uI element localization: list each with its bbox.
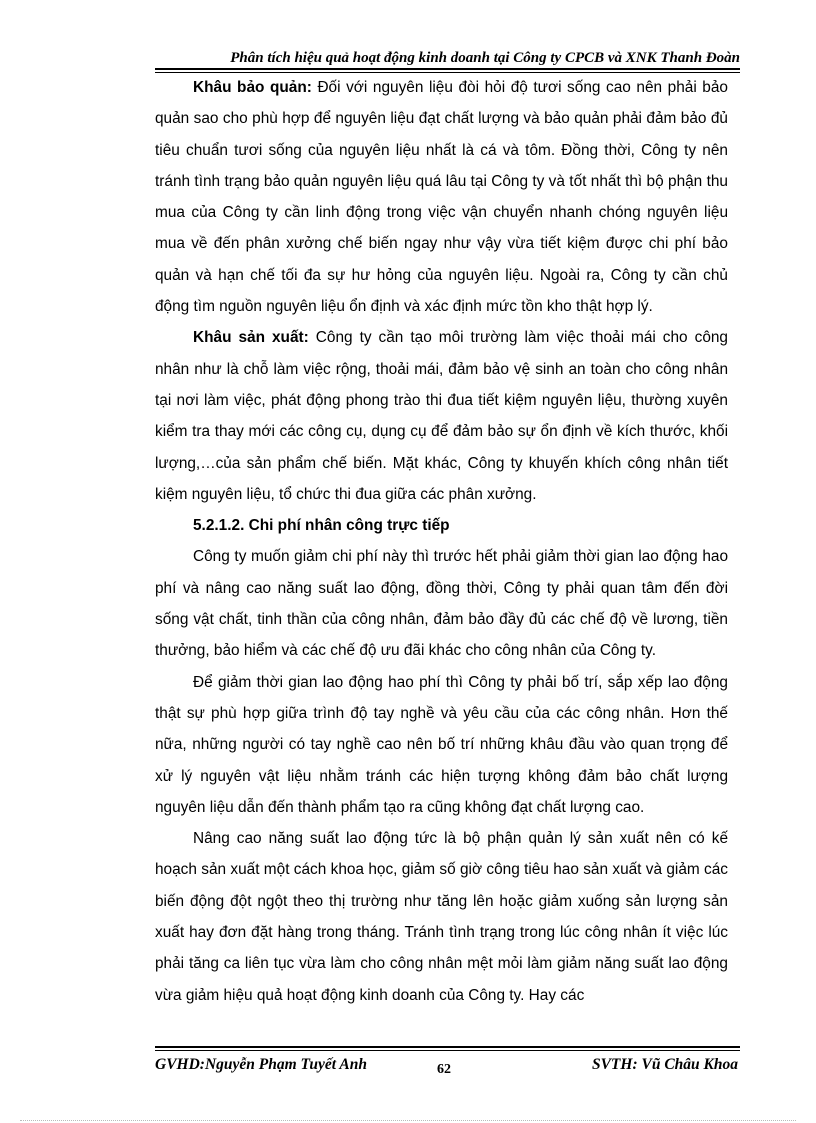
page-edge [20,1120,796,1121]
footer-instructor: GVHD:Nguyễn Phạm Tuyết Anh [155,1056,367,1073]
paragraph-text: Nâng cao năng suất lao động tức là bộ phận quản lý sản xuất nên có kế hoạch sản xuất một cách khoa học, giảm số giờ công tiêu hao sản xuất và giảm các biến động đột ngột theo thị trường như tăng lên hoặc giảm xuống sản lượng sản xuất hay đơn đặt hàng trong tháng. Tránh tình trạng trong lúc công nhân ít việc lúc phải tăng ca liên tục vừa làm cho công nhân mệt mỏi làm giảm năng suất lao động vừa giảm hiệu quả hoạt động kinh doanh của Công ty. Hay các [155,830,728,1004]
paragraph-text: Công ty muốn giảm chi phí này thì trước hết phải giảm thời gian lao động hao phí và nâng cao năng suất lao động, đồng thời, Công ty phải quan tâm đến đời sống vật chất, tinh thần của công nhân, đảm bảo đầy đủ các chế độ về lương, tiền thưởng, bảo hiểm và các chế độ ưu đãi khác cho công nhân của Công ty. [155,548,728,660]
paragraph-text: Để giảm thời gian lao động hao phí thì Công ty phải bố trí, sắp xếp lao động thật sự phù hợp giữa trình độ tay nghề và yêu cầu của các công nhân. Hơn thế nữa, những người có tay nghề cao nên bố trí những khâu đầu vào quan trọng để xử lý nguyên vật liệu nhằm tránh các hiện tượng không đảm bảo chất lượng nguyên liệu dẫn đến thành phẩm tạo ra cũng không đạt chất lượng cao. [155,673,728,816]
paragraph-text: Công ty cần tạo môi trường làm việc thoải mái cho công nhân như là chỗ làm việc rộng, thoải mái, đảm bảo vệ sinh an toàn cho công nhân tại nơi làm việc, phát động phong trào thi đua tiết kiệm nguyên liệu, thường xuyên kiểm tra thay mới các công cụ, dụng cụ để đảm bảo sự ổn định về kích thước, khối lượng,…của sản phẩm chế biến. Mặt khác, Công ty khuyến khích công nhân tiết kiệm nguyên liệu, tổ chức thi đua giữa các phân xưởng. [155,329,728,503]
page-header-title: Phân tích hiệu quả hoạt động kinh doanh tại Công ty CPCB và XNK Thanh Đoàn [230,50,740,66]
paragraph-lead: Khâu sản xuất: [193,329,309,347]
header-divider [155,68,740,70]
footer-student: SVTH: Vũ Châu Khoa [591,1056,738,1073]
paragraph-text: Đối với nguyên liệu đòi hỏi độ tươi sống cao nên phải bảo quản sao cho phù hợp để nguyên liệu đạt chất lượng và bảo quản phải đảm bảo đủ tiêu chuẩn tươi sống của nguyên liệu nhất là cá và tôm. Đồng thời, Công ty nên tránh tình trạng bảo quản nguyên liệu quá lâu tại Công ty và tốt nhất thì bộ phận thu mua của Công ty cần linh động trong việc vận chuyển nhanh chóng nguyên liệu mua về đến phân xưởng chế biến ngay như vậy vừa tiết kiệm được chi phí bảo quản và hạn chế tối đa sự hư hỏng của nguyên liệu. Ngoài ra, Công ty cần chủ động tìm nguồn nguyên liệu ổn định và xác định mức tồn kho thật hợp lý. [155,79,728,316]
footer-divider [155,1046,740,1048]
document-body [155,72,728,1011]
page-number: 62 [437,1062,451,1077]
paragraph-production [155,322,728,510]
paragraph-storage [155,72,728,322]
paragraph-lead: Khâu bảo quản: [193,79,312,96]
section-heading: 5.2.1.2. Chi phí nhân công trực tiếp [193,517,450,535]
footer-divider-thin [155,1050,740,1051]
